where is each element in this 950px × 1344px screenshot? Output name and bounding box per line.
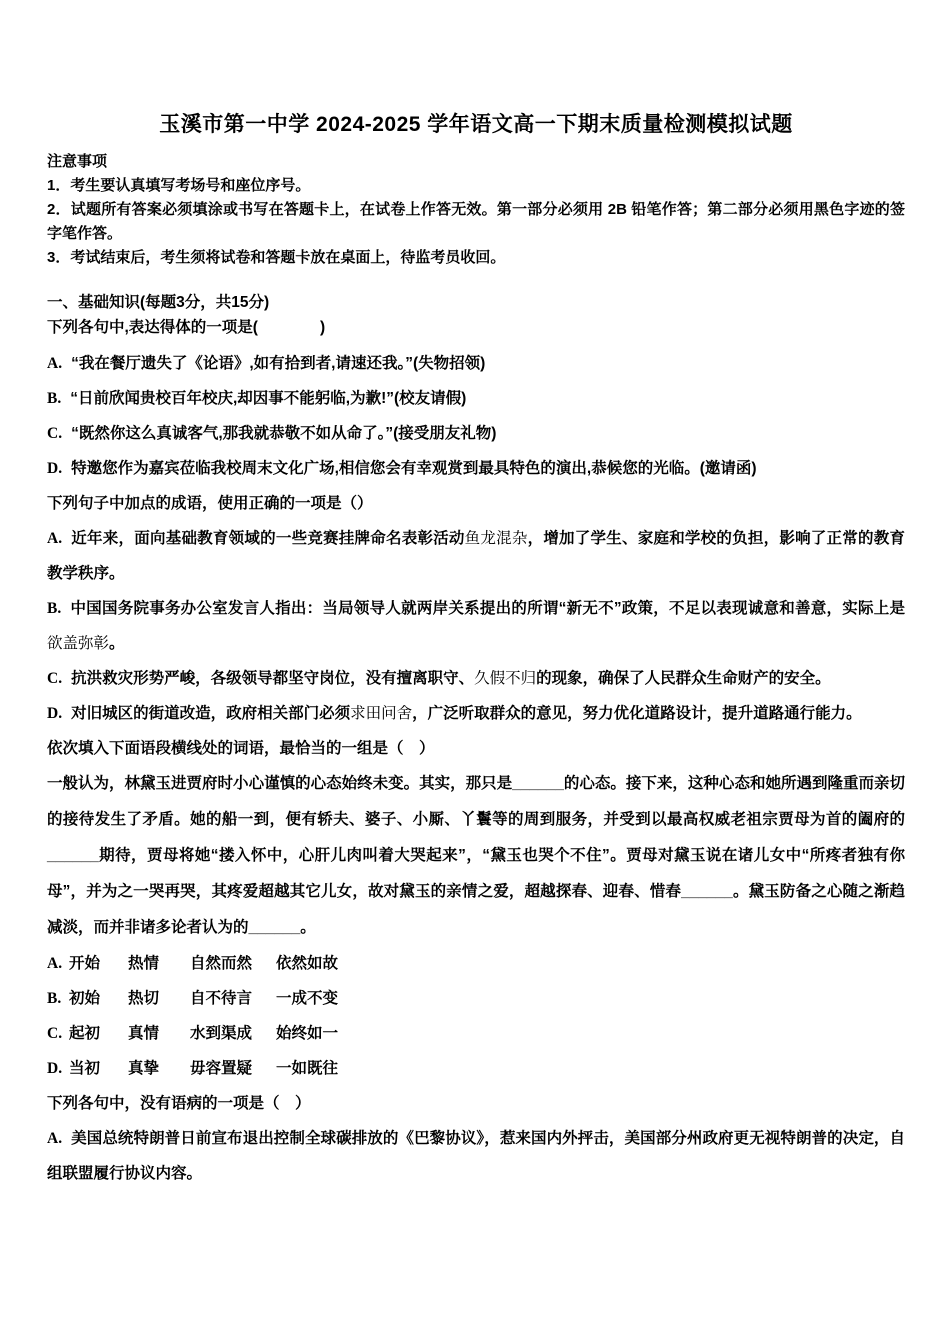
option-row [47,381,905,416]
option-word: 初始 [69,990,101,1007]
option-word: 自不待言 [190,990,253,1007]
option-label: B. [47,600,62,617]
emphasized-idiom: 求田问舍 [350,705,413,722]
option-row [47,591,905,661]
notice-heading: 注意事项 [47,153,108,170]
option-word: 热情 [128,955,160,972]
option-label: C. [47,425,63,442]
option-word: 开始 [69,955,101,972]
option-row [47,1016,905,1051]
exam-body [47,290,905,1191]
option-text: 特邀您作为嘉宾莅临我校周末文化广场,相信您会有幸观赏到最具特色的演出,恭候您的光临。(邀请函) [71,460,757,477]
option-word: 始终如一 [276,1025,339,1042]
option-text: “日前欣闻贵校百年校庆,却因事不能躬临,为歉!”(校友请假) [70,390,467,407]
emphasized-idiom: 鱼龙混杂 [464,530,528,547]
option-word: 一成不变 [276,990,339,1007]
page-title: 玉溪市第一中学 2024-2025 学年语文高一下期末质量检测模拟试题 [159,113,793,136]
option-row [47,661,905,696]
question-stem: 下列各句中,表达得体的一项是( ) [47,319,326,336]
option-label: C. [47,670,63,687]
option-word: 依然如故 [276,955,339,972]
option-text-post: 。 [109,635,125,652]
option-text-post: 的现象，确保了人民群众生命财产的安全。 [536,670,831,687]
option-text-post: ，广泛听取群众的意见，努力优化道路设计，提升道路通行能力。 [412,705,862,722]
option-word: 当初 [69,1060,101,1077]
option-text-post: ，增加了学生、家庭和学校的负担，影响了正常的教育教学秩序。 [47,530,905,582]
option-word: 一如既往 [276,1060,339,1077]
emphasized-idiom: 欲盖弥彰 [47,635,110,652]
option-label: D. [47,705,63,722]
option-text-pre: 对旧城区的街道改造，政府相关部门必须 [71,705,351,722]
option-row [47,1121,905,1191]
option-text: “我在餐厅遗失了《论语》,如有拾到者,请速还我。”(失物招领) [71,355,486,372]
option-text-pre: 抗洪救灾形势严峻，各级领导都坚守岗位，没有擅离职守、 [71,670,475,687]
question-stem: 依次填入下面语段横线处的词语，最恰当的一组是（ ） [47,740,435,757]
option-word: 热切 [128,990,160,1007]
question-stem: 下列句子中加点的成语，使用正确的一项是（） [47,495,373,512]
option-row [47,416,905,451]
option-label: D. [47,1060,63,1077]
option-row [47,451,905,486]
option-label: C. [47,1025,63,1042]
option-label: D. [47,460,63,477]
option-word: 真挚 [128,1060,160,1077]
option-row [47,946,905,981]
option-label: A. [47,1130,63,1147]
notice-item: 3．考试结束后，考生须将试卷和答题卡放在桌面上，待监考员收回。 [47,249,506,266]
question-passage: 一般认为，林黛玉进贾府时小心谨慎的心态始终未变。其实，那只是______的心态。接下来，这种心态和她所遇到隆重而亲切的接待发生了矛盾。她的船一到，便有轿夫、婆子、小厮、丫鬟等的周到服务，并受到以最高权威老祖宗贾母为首的阖府的______期待，贾母将她“搂入怀中，心肝儿肉叫着大哭起来”，“黛玉也哭个不住”。贾母对黛玉说在诸儿女中“所疼者独有你母”，并为之一哭再哭，其疼爱超越其它儿女，故对黛玉的亲情之爱，超越探春、迎春、惜春______。黛玉防备之心随之渐趋减淡，而并非诸多论者认为的______。 [47,775,905,936]
question-stem: 下列各句中，没有语病的一项是（ ） [47,1095,311,1112]
option-row [47,521,905,591]
option-label: A. [47,355,63,372]
option-row [47,346,905,381]
notice-item: 2．试题所有答案必须填涂或书写在答题卡上，在试卷上作答无效。第一部分必须用 2B 铅笔作答；第二部分必须用黑色字迹的签字笔作答。 [47,201,905,242]
notice-item: 1．考生要认真填写考场号和座位序号。 [47,177,311,194]
option-label: B. [47,390,62,407]
option-word: 起初 [69,1025,101,1042]
option-text-pre: 中国国务院事务办公室发言人指出：当局领导人就两岸关系提出的所谓“新无不”政策，不足以表现诚意和善意，实际上是 [70,600,905,617]
section-heading: 一、基础知识(每题3分，共15分) [47,294,270,311]
option-word: 毋容置疑 [190,1060,253,1077]
option-word: 自然而然 [190,955,253,972]
option-text: “既然你这么真诚客气,那我就恭敬不如从命了。”(接受朋友礼物) [71,425,497,442]
emphasized-idiom: 久假不归 [474,670,537,687]
option-row [47,1051,905,1086]
option-text: 美国总统特朗普日前宣布退出控制全球碳排放的《巴黎协议》，惹来国内外抨击，美国部分州政府更无视特朗普的决定，自组联盟履行协议内容。 [47,1130,905,1182]
option-text-pre: 近年来，面向基础教育领域的一些竞赛挂牌命名表彰活动 [71,530,465,547]
option-label: B. [47,990,62,1007]
option-word: 水到渠成 [190,1025,253,1042]
option-label: A. [47,955,63,972]
option-label: A. [47,530,63,547]
notice-section [47,150,905,270]
option-word: 真情 [128,1025,160,1042]
option-row [47,696,905,731]
option-row [47,981,905,1016]
